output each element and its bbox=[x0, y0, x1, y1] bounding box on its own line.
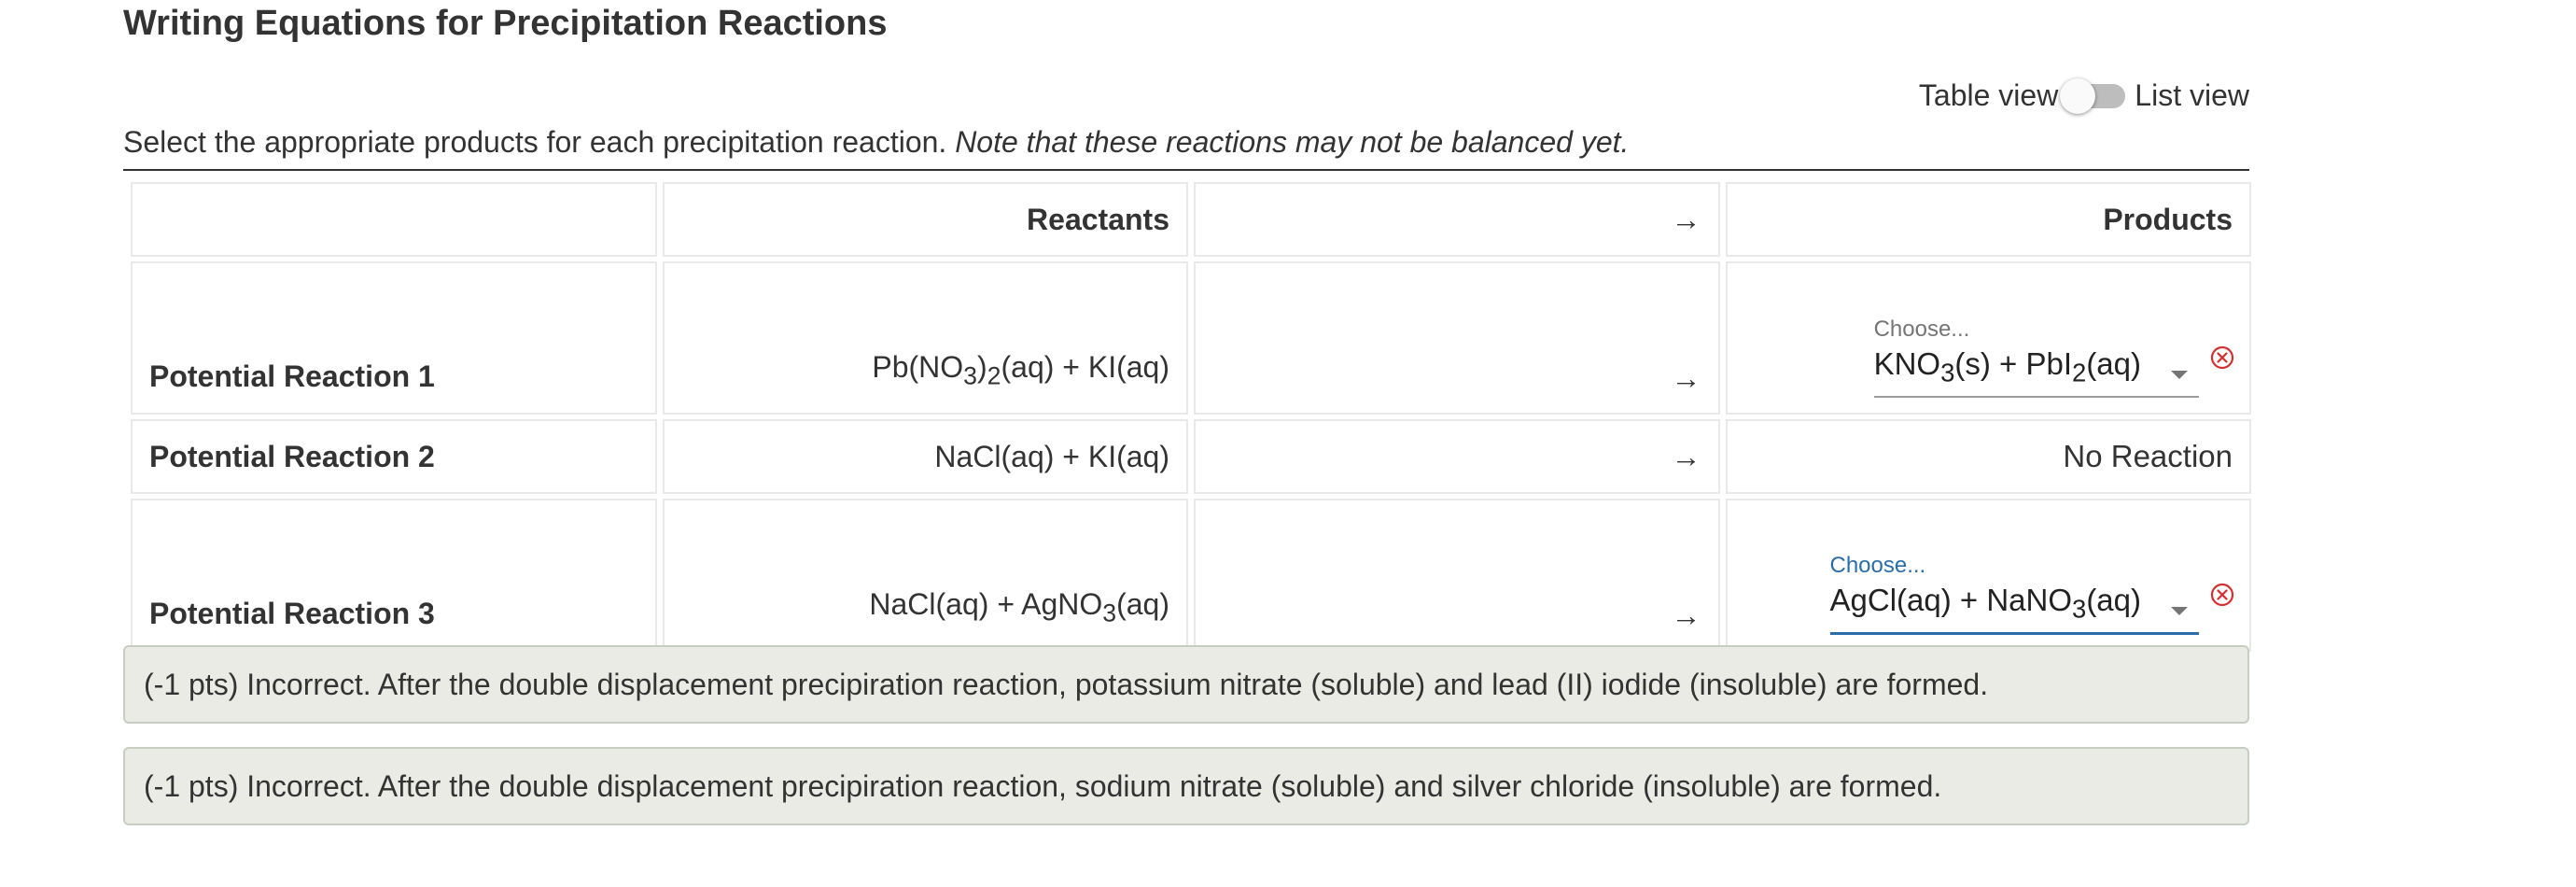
table-row bbox=[131, 499, 2251, 652]
table-row bbox=[131, 419, 2251, 494]
instructions-text: Select the appropriate products for each precipitation reaction. bbox=[123, 125, 956, 159]
reaction-name: Potential Reaction 3 bbox=[131, 499, 657, 652]
header-products: Products bbox=[1726, 182, 2252, 257]
x-circle-icon bbox=[2210, 583, 2234, 607]
dropdown-value: $KNO_3(s) + PbI_2(aq)$ bbox=[1873, 346, 2141, 387]
switch-knob bbox=[2060, 78, 2095, 114]
dropdown-caption: Choose... bbox=[1829, 553, 1926, 579]
table-row bbox=[131, 261, 2251, 415]
reaction-table bbox=[125, 177, 2257, 656]
table-view-label: Table view bbox=[1918, 78, 2059, 112]
instructions bbox=[123, 125, 2249, 171]
dropdown-caption: Choose... bbox=[1873, 317, 1970, 343]
header-reactants: Reactants bbox=[663, 182, 1189, 257]
list-view-label: List view bbox=[2135, 78, 2249, 112]
products-select[interactable] bbox=[1830, 553, 2200, 635]
reaction-arrow: → bbox=[1194, 419, 1720, 494]
x-circle-icon bbox=[2210, 345, 2234, 370]
reaction-name: Potential Reaction 1 bbox=[131, 261, 657, 415]
page-title: Writing Equations for Precipitation Reactions bbox=[123, 4, 888, 43]
products-cell bbox=[1726, 261, 2252, 415]
dropdown-value: AgCl(aq) + NaNO$_3$(aq) bbox=[1829, 583, 2141, 624]
feedback-message: (-1 pts) Incorrect. After the double displacement precipiration reaction, potassium nitrate (soluble) and lead (II) iodide (insoluble) are formed. bbox=[123, 645, 2249, 724]
table-header-row bbox=[131, 182, 2251, 257]
reactants-formula: NaCl(aq) + AgNO$_3$(aq) bbox=[869, 586, 1169, 627]
reactants-cell bbox=[663, 499, 1189, 652]
header-arrow: → bbox=[1194, 182, 1720, 257]
products-dropdown[interactable] bbox=[1830, 553, 2235, 635]
reactants-formula: $Pb(NO_3)_2(aq) + KI(aq)$ bbox=[872, 349, 1169, 389]
products-select[interactable] bbox=[1874, 317, 2199, 398]
caret-down-icon[interactable] bbox=[2171, 371, 2188, 379]
view-toggle bbox=[1919, 78, 2249, 113]
products-cell bbox=[1726, 419, 2252, 494]
header-name bbox=[131, 182, 657, 257]
reactants-cell bbox=[663, 261, 1189, 415]
view-toggle-switch[interactable] bbox=[2067, 84, 2125, 108]
reaction-name: Potential Reaction 2 bbox=[131, 419, 657, 494]
reaction-arrow: → bbox=[1194, 261, 1720, 415]
products-dropdown[interactable] bbox=[1874, 317, 2234, 398]
reaction-arrow: → bbox=[1194, 499, 1720, 652]
reactants-formula: NaCl(aq) + KI(aq) bbox=[663, 419, 1189, 494]
caret-down-icon[interactable] bbox=[2171, 607, 2188, 615]
instructions-note: Note that these reactions may not be balanced yet. bbox=[955, 125, 1630, 159]
no-reaction-text: No Reaction bbox=[2063, 439, 2233, 473]
products-cell bbox=[1726, 499, 2252, 652]
feedback-message: (-1 pts) Incorrect. After the double displacement precipiration reaction, sodium nitrate (soluble) and silver chloride (insoluble) are formed. bbox=[123, 747, 2249, 825]
